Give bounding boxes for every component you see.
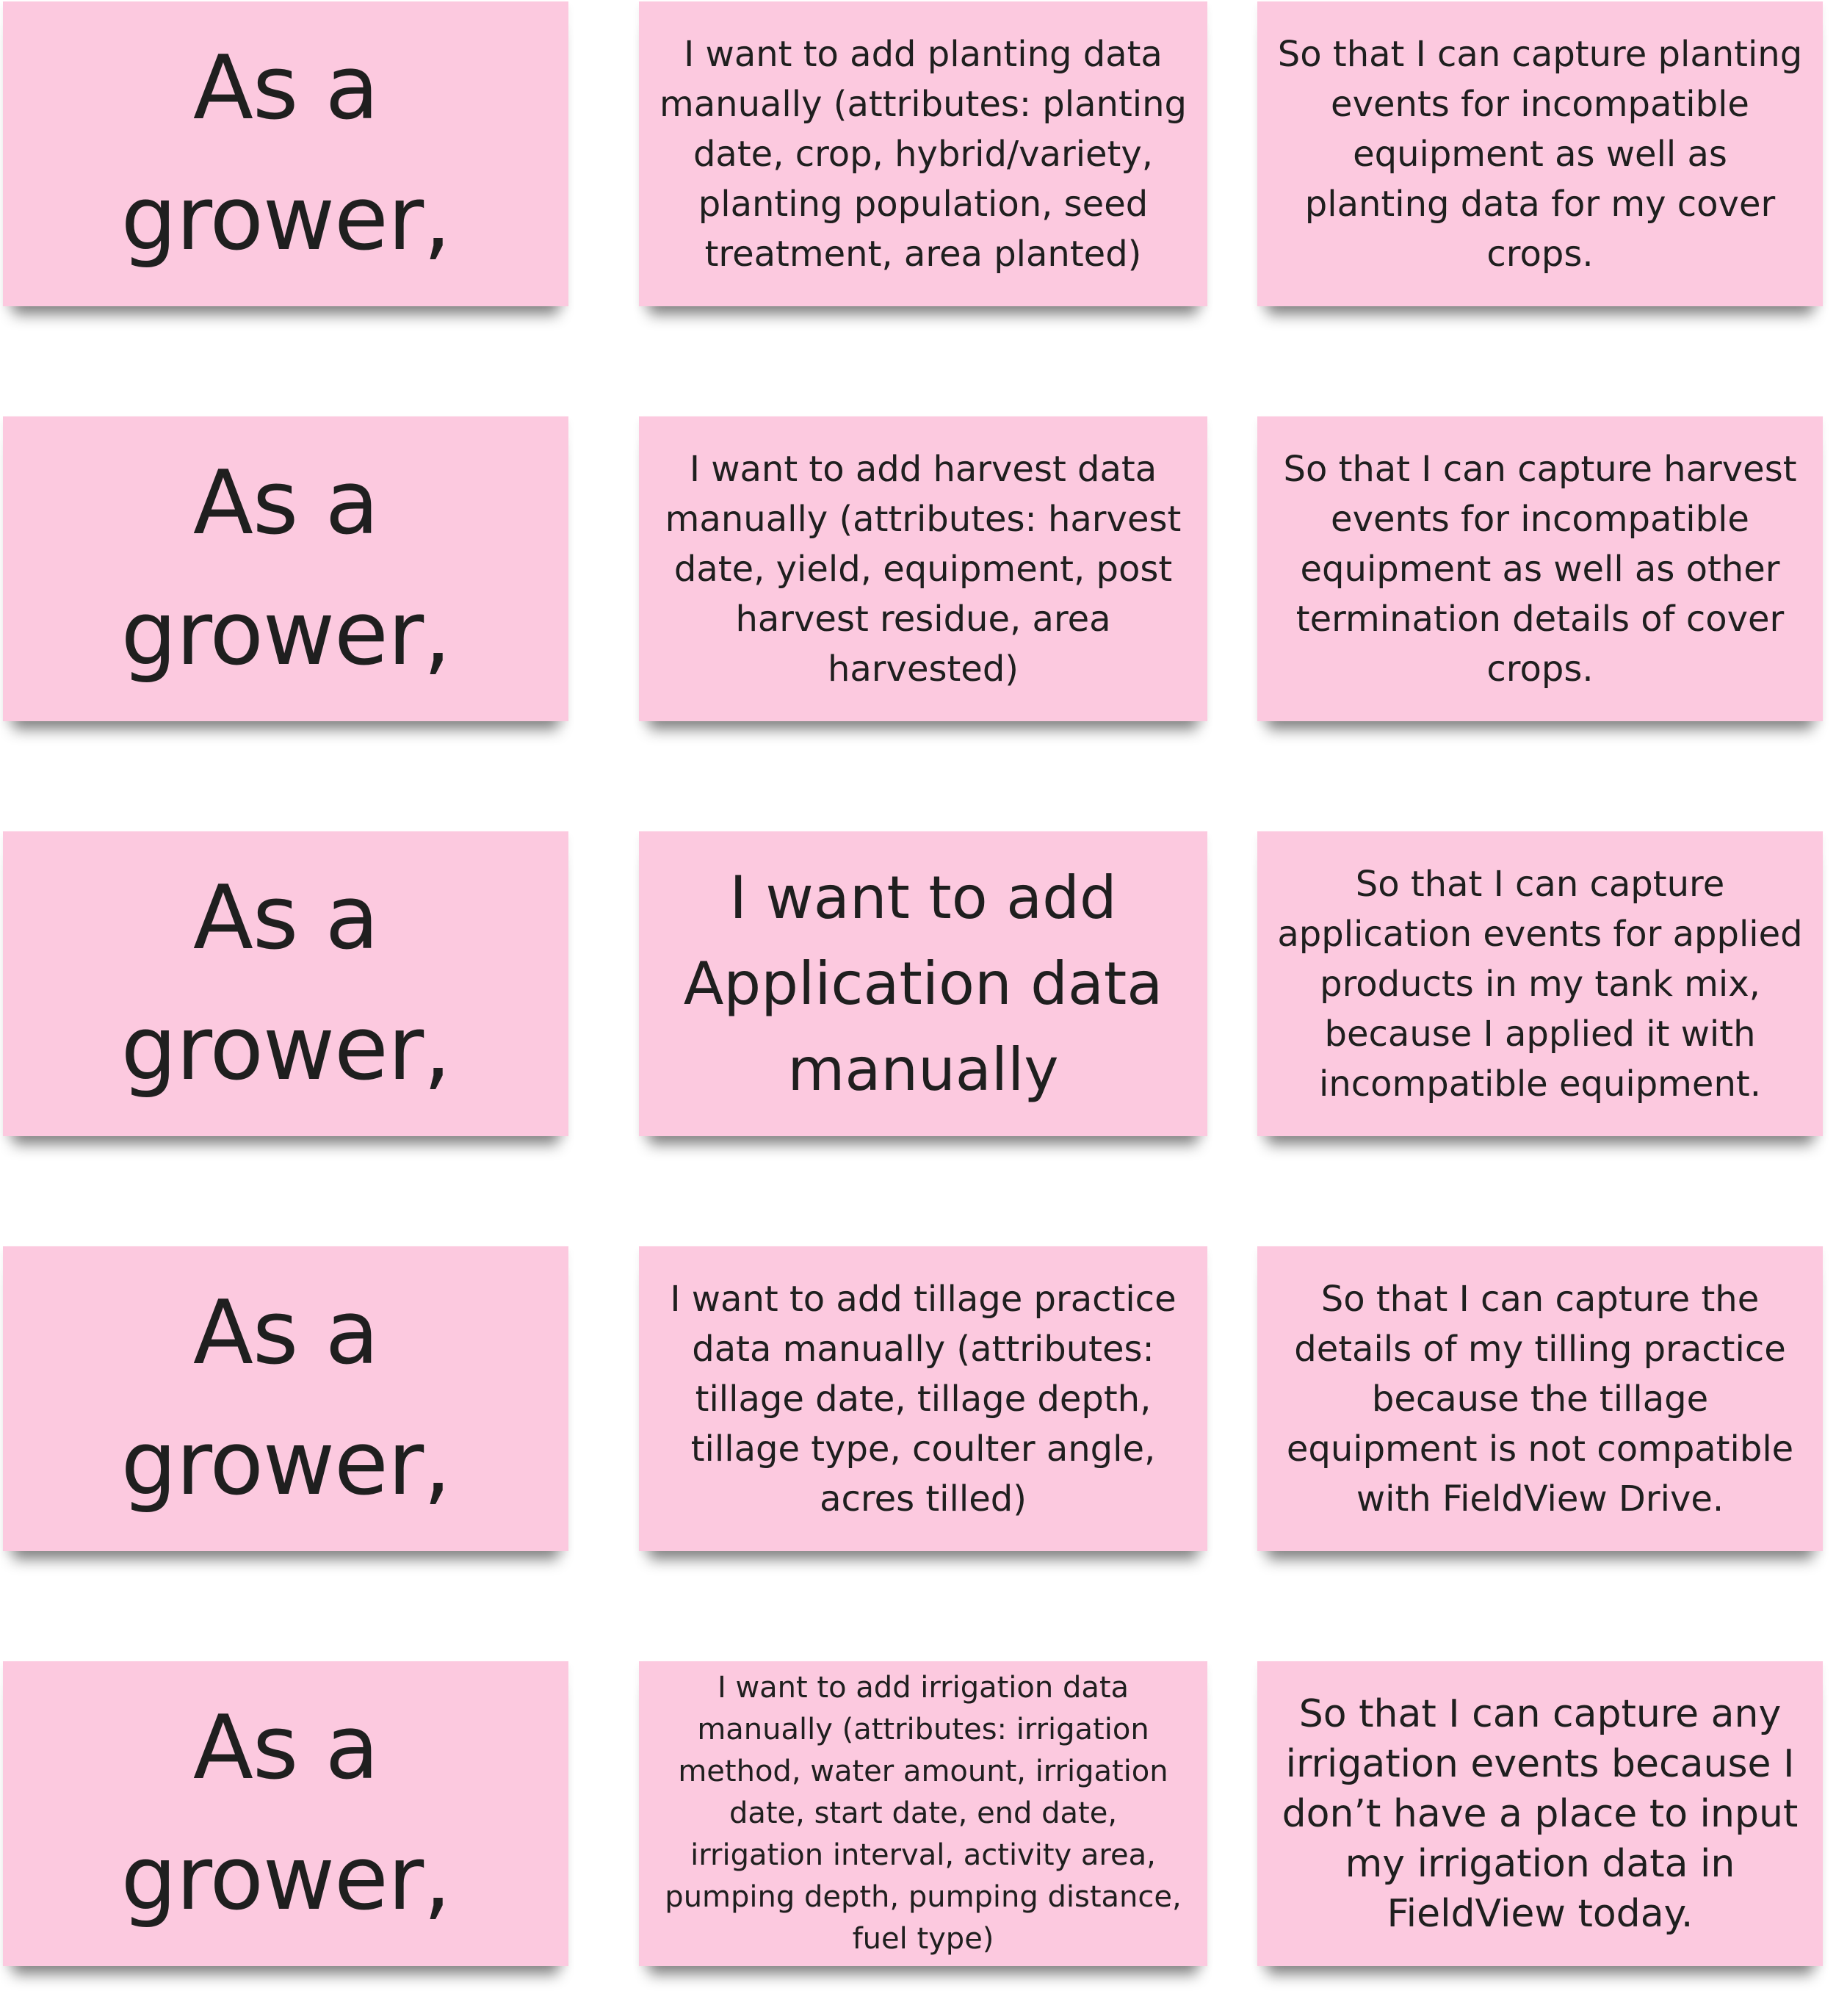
- benefit-text: So that I can capture application events for applied products in my tank mix, because I applied it with incompatible equipment.: [1277, 863, 1803, 1105]
- benefit-text: So that I can capture the details of my tilling practice because the tillage equipment is not compatible with FieldView Drive.: [1286, 1278, 1794, 1520]
- sticky-note-benefit: [1257, 1246, 1823, 1551]
- want-text: I want to add harvest data manually (attributes: harvest date, yield, equipment, post harvest residue, area harvested): [665, 448, 1182, 690]
- sticky-note-want: [639, 1, 1207, 306]
- benefit-text: So that I can capture planting events for incompatible equipment as well as planting data for my cover crops.: [1277, 33, 1803, 275]
- benefit-text: So that I can capture any irrigation events because I don’t have a place to input my irrigation data in FieldView today.: [1282, 1691, 1799, 1936]
- sticky-note-benefit: [1257, 1661, 1823, 1966]
- role-text: As a grower,: [120, 37, 451, 270]
- want-text: I want to add planting data manually (attributes: planting date, crop, hybrid/variety, planting population, seed treatment, area planted): [659, 33, 1187, 275]
- want-text: I want to add Application data manually: [683, 864, 1163, 1104]
- sticky-note-role: [3, 1661, 568, 1966]
- sticky-note-want: [639, 416, 1207, 721]
- want-text: I want to add irrigation data manually (attributes: irrigation method, water amount, irrigation date, start date, end date, irrigation interval, activity area, pumping depth, pumping distance, fuel type): [665, 1671, 1182, 1956]
- role-text: As a grower,: [120, 1282, 451, 1515]
- sticky-note-benefit: [1257, 831, 1823, 1136]
- want-text: I want to add tillage practice data manually (attributes: tillage date, tillage depth, tillage type, coulter angle, acres tilled): [670, 1278, 1177, 1520]
- sticky-note-role: [3, 416, 568, 721]
- sticky-note-role: [3, 831, 568, 1136]
- sticky-note-want: [639, 831, 1207, 1136]
- sticky-note-want: [639, 1246, 1207, 1551]
- role-text: As a grower,: [120, 1697, 451, 1930]
- sticky-note-benefit: [1257, 416, 1823, 721]
- role-text: As a grower,: [120, 452, 451, 685]
- sticky-note-benefit: [1257, 1, 1823, 306]
- sticky-note-role: [3, 1246, 568, 1551]
- role-text: As a grower,: [120, 867, 451, 1100]
- sticky-note-role: [3, 1, 568, 306]
- sticky-note-want: [639, 1661, 1207, 1966]
- benefit-text: So that I can capture harvest events for incompatible equipment as well as other termination details of cover crops.: [1283, 448, 1797, 690]
